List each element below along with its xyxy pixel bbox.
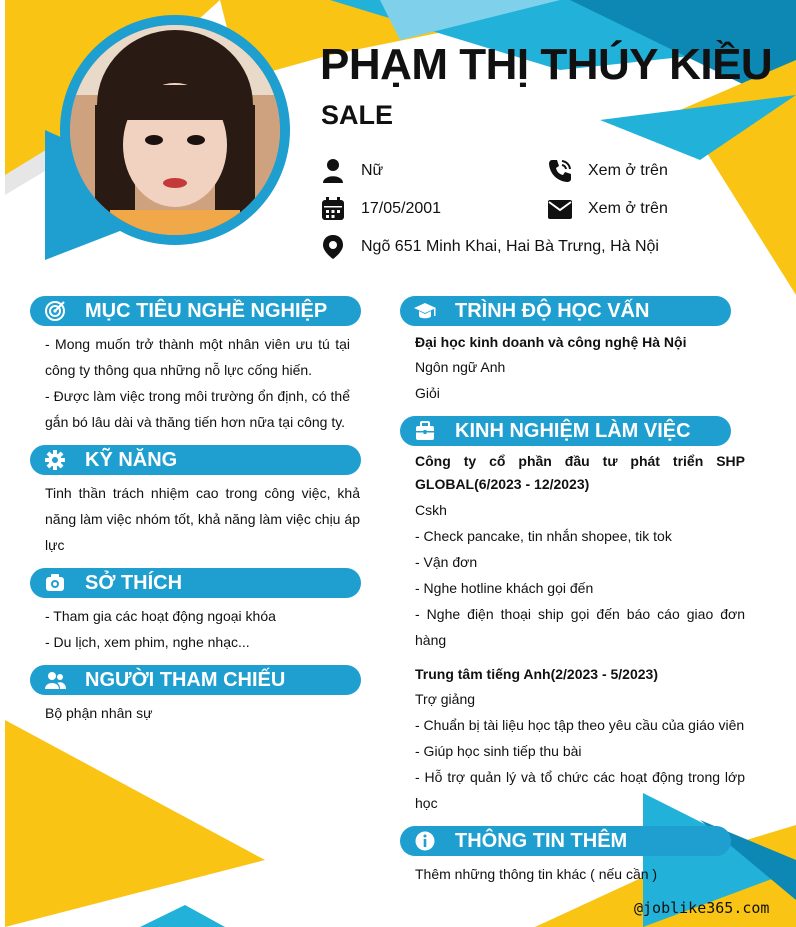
list-item: - Được làm việc trong môi trường ổn định, có thể gắn bó lâu dài và thăng tiến hơn nữa tại công ty.: [45, 388, 350, 430]
location-pin-icon: [320, 234, 346, 260]
phone-icon: [547, 158, 573, 184]
gear-icon: [44, 449, 66, 471]
list-item: - Check pancake, tin nhắn shopee, tik tok: [415, 528, 672, 544]
calendar-icon: [320, 196, 346, 222]
references-content: Bộ phận nhân sự: [45, 705, 153, 721]
career-objective-content: [45, 331, 350, 435]
education-grade: Giỏi: [415, 385, 440, 401]
section-title: THÔNG TIN THÊM: [455, 830, 628, 852]
info-icon: [414, 830, 436, 852]
section-additional-info-header: [400, 826, 731, 856]
briefcase-icon: [414, 420, 436, 442]
job-role: Trợ giảng: [415, 691, 476, 707]
education-major: Ngôn ngữ Anh: [415, 359, 506, 375]
list-item: - Hỗ trợ quản lý và tổ chức các hoạt động trong lớp học: [415, 769, 745, 811]
list-item: - Nghe điện thoại ship gọi đến báo cáo giao đơn hàng: [415, 606, 745, 648]
person-icon: [320, 158, 346, 184]
list-item: - Mong muốn trở thành một nhân viên ưu tú tại công ty thông qua những nỗ lực cống hiến.: [45, 336, 350, 378]
section-skills-header: [30, 445, 361, 475]
phone-value: Xem ở trên: [588, 162, 668, 179]
section-hobbies-header: [30, 568, 361, 598]
watermark: @joblike365.com: [634, 899, 770, 917]
education-school: Đại học kinh doanh và công nghệ Hà Nội: [415, 334, 687, 350]
skills-content: Tinh thần trách nhiệm cao trong công việc, khả năng làm việc nhóm tốt, khả năng làm việc chịu áp lực: [45, 485, 360, 553]
email-value: Xem ở trên: [588, 200, 668, 217]
section-title: SỞ THÍCH: [85, 572, 183, 594]
envelope-icon: [547, 196, 573, 222]
target-icon: [44, 300, 66, 322]
gender-value: Nữ: [361, 162, 384, 179]
camera-icon: [44, 572, 66, 594]
section-education-header: [400, 296, 731, 326]
section-title: KINH NGHIỆM LÀM VIỆC: [455, 420, 691, 442]
avatar: [70, 25, 280, 235]
job-role: Cskh: [415, 502, 447, 518]
address-value: Ngõ 651 Minh Khai, Hai Bà Trưng, Hà Nội: [361, 238, 659, 255]
hobbies-content: [45, 603, 360, 655]
job-tasks: [415, 523, 745, 653]
job-company: Công ty cổ phần đầu tư phát triển SHP GLOBAL(6/2023 - 12/2023): [415, 453, 745, 492]
job-tasks: [415, 712, 745, 816]
section-title: TRÌNH ĐỘ HỌC VẤN: [455, 300, 650, 322]
job-title: SALE: [321, 100, 394, 130]
list-item: - Du lịch, xem phim, nghe nhạc...: [45, 634, 250, 650]
section-title: NGƯỜI THAM CHIẾU: [85, 669, 286, 691]
section-experience-header: [400, 416, 731, 446]
section-career-objective-header: [30, 296, 361, 326]
list-item: - Chuẩn bị tài liệu học tập theo yêu cầu của giáo viên: [415, 717, 745, 733]
list-item: - Tham gia các hoạt động ngoại khóa: [45, 608, 276, 624]
candidate-name: PHẠM THỊ THÚY KIỀU: [320, 40, 773, 89]
birthdate-value: 17/05/2001: [361, 200, 442, 217]
section-references-header: [30, 665, 361, 695]
graduation-cap-icon: [414, 300, 436, 322]
list-item: - Giúp học sinh tiếp thu bài: [415, 743, 582, 759]
list-item: - Vận đơn: [415, 554, 478, 570]
list-item: - Nghe hotline khách gọi đến: [415, 580, 594, 596]
users-icon: [44, 669, 66, 691]
job-company: Trung tâm tiếng Anh(2/2023 - 5/2023): [415, 666, 658, 682]
section-title: KỸ NĂNG: [85, 449, 178, 471]
additional-info-content: Thêm những thông tin khác ( nếu cần ): [415, 866, 658, 882]
section-title: MỤC TIÊU NGHỀ NGHIỆP: [85, 300, 328, 322]
